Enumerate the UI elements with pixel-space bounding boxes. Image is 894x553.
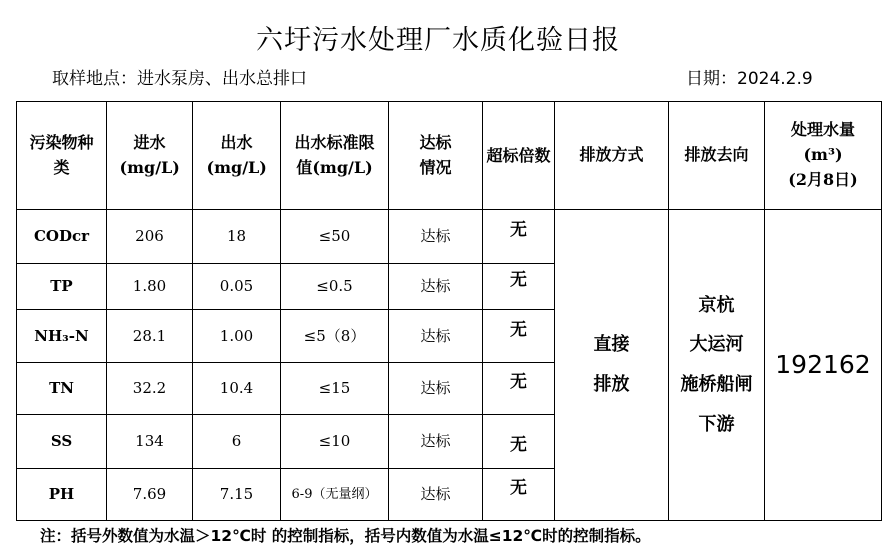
header-pollutant [17,102,107,210]
inflow-cell: 1.80 [107,264,193,310]
header-exceed [483,102,555,210]
limit-cell: ≤10 [281,415,389,469]
header-limit-text: 出水标准限值(mg/L) [294,132,375,177]
discharge-dest-line: 下游 [698,413,735,435]
status-cell: 达标 [389,363,483,415]
exceed-value: 无 [510,319,527,340]
report-date: 日期：2024.2.9 [686,69,813,89]
exceed-value: 无 [510,270,527,291]
table-row [17,210,882,264]
volume-value: 192162 [765,210,882,521]
discharge-method-line: 排放 [593,374,630,395]
pollutant-cell: PH [17,469,107,521]
exceed-cell [483,310,555,363]
limit-cell: ≤50 [281,210,389,264]
limit-cell: ≤5（8） [281,310,389,363]
exceed-cell [483,264,555,310]
status-cell: 达标 [389,210,483,264]
exceed-value: 无 [510,478,527,499]
header-volume-title: 处理水量 [790,120,855,140]
discharge-dest-line: 施桥船闸 [680,374,753,395]
discharge-method-line: 直接 [593,334,630,356]
water-quality-table [16,101,882,521]
header-discharge-method: 排放方式 [555,102,669,210]
exceed-value: 无 [510,220,527,241]
outflow-cell: 6 [193,415,281,469]
outflow-cell: 0.05 [193,264,281,310]
header-row [17,102,882,210]
inflow-cell: 32.2 [107,363,193,415]
report-title: 六圩污水处理厂水质化验日报 [256,25,620,56]
inflow-cell: 134 [107,415,193,469]
header-outflow [193,102,281,210]
inflow-cell: 7.69 [107,469,193,521]
pollutant-cell: NH₃-N [17,310,107,363]
outflow-cell: 7.15 [193,469,281,521]
status-cell: 达标 [389,469,483,521]
pollutant-cell: TP [17,264,107,310]
status-cell: 达标 [389,310,483,363]
exceed-cell [483,363,555,415]
header-inflow-text: 进水(mg/L) [119,132,180,177]
discharge-dest-line: 大运河 [689,334,744,356]
outflow-cell: 18 [193,210,281,264]
header-status-text: 达标情况 [419,132,452,177]
exceed-cell [483,210,555,264]
pollutant-cell: CODcr [17,210,107,264]
pollutant-cell: TN [17,363,107,415]
header-inflow [107,102,193,210]
header-volume [765,102,882,210]
header-exceed-text: 超标倍数 [486,145,551,165]
status-cell: 达标 [389,264,483,310]
header-outflow-text: 出水(mg/L) [206,132,267,177]
exceed-cell [483,469,555,521]
outflow-cell: 1.00 [193,310,281,363]
header-limit [281,102,389,210]
exceed-value: 无 [510,435,527,456]
header-pollutant-text: 污染物种类 [29,132,94,177]
limit-cell: ≤0.5 [281,264,389,310]
limit-cell: ≤15 [281,363,389,415]
header-volume-unit: (m³) [803,145,843,165]
inflow-cell: 206 [107,210,193,264]
discharge-dest-line: 京杭 [698,294,735,316]
footnote: 注：括号外数值为水温＞12℃时 的控制指标，括号内数值为水温≤12℃时的控制指标。 [40,527,651,545]
header-volume-date: (2月8日) [788,169,858,189]
sampling-location: 取样地点：进水泵房、出水总排口 [52,69,307,89]
outflow-cell: 10.4 [193,363,281,415]
pollutant-cell: SS [17,415,107,469]
exceed-cell [483,415,555,469]
limit-cell: 6-9（无量纲） [281,469,389,521]
status-cell: 达标 [389,415,483,469]
header-discharge-dest: 排放去向 [669,102,765,210]
discharge-dest-cell [669,210,765,521]
discharge-method-cell [555,210,669,521]
exceed-value: 无 [510,372,527,393]
inflow-cell: 28.1 [107,310,193,363]
header-status [389,102,483,210]
